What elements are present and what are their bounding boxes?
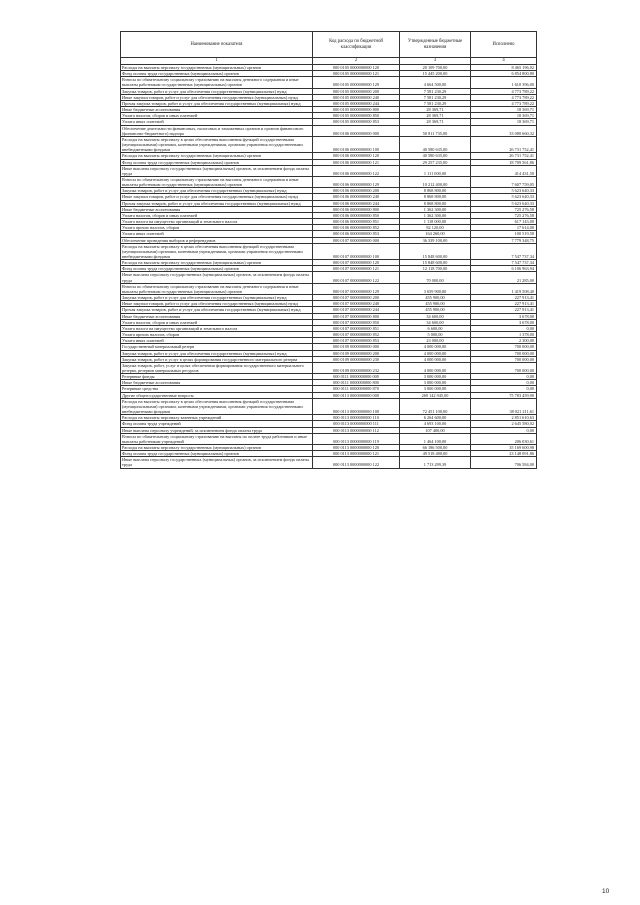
row-code: 000 0105 0000000000 129 <box>313 77 400 88</box>
row-code: 000 0107 0000000000 853 <box>313 338 400 344</box>
row-name: Иные бюджетные ассигнования <box>121 107 313 113</box>
row-code: 000 0113 0000000000 120 <box>313 445 400 451</box>
col-number-3: 3 <box>400 58 471 65</box>
row-code: 000 0111 0000000000 870 <box>313 386 400 392</box>
row-code: 000 0107 0000000000 122 <box>313 272 400 283</box>
row-name: Прочая закупка товаров, работ и услуг для обеспечения государственных (муниципальных) нужд <box>121 100 313 106</box>
row-plan: 1 713 299,39 <box>400 457 471 468</box>
row-plan: 7 581 230,29 <box>400 100 471 106</box>
row-name: Взносы по обязательному социальному страхованию на выплаты по оплате труда работников и иные выплаты работникам учреждений <box>121 433 313 444</box>
row-name: Расходы на выплаты персоналу государственных (муниципальных) органов <box>121 65 313 71</box>
row-code: 000 0109 0000000000 232 <box>313 362 400 373</box>
row-plan: 455 900,00 <box>400 307 471 313</box>
row-name: Иные закупки товаров, работ и услуг для обеспечения государственных (муниципальных) нужд <box>121 301 313 307</box>
row-plan: 455 900,00 <box>400 301 471 307</box>
row-plan: 3 659 900,00 <box>400 283 471 294</box>
row-name: Уплата прочих налогов, сборов <box>121 225 313 231</box>
row-plan: 4 693 100,00 <box>400 421 471 427</box>
row-plan: 20 109 700,00 <box>400 65 471 71</box>
row-code: 000 0109 0000000000 230 <box>313 356 400 362</box>
row-code: 000 0106 0000000000 121 <box>313 159 400 165</box>
table-row <box>121 457 537 468</box>
row-code: 000 0106 0000000000 129 <box>313 176 400 187</box>
row-code: 000 0105 0000000000 120 <box>313 65 400 71</box>
row-code: 000 0113 0000000000 111 <box>313 421 400 427</box>
row-fact: 227 913,41 <box>471 301 537 307</box>
row-name: Фонд оплаты труда государственных (муниципальных) органов <box>121 159 313 165</box>
row-code: 000 0106 0000000000 244 <box>313 200 400 206</box>
row-plan: 4 000 000,00 <box>400 344 471 350</box>
row-plan: 1 111 000,00 <box>400 165 471 176</box>
row-name: Уплата налогов, сборов и иных платежей <box>121 319 313 325</box>
row-fact: 0,00 <box>471 325 537 331</box>
row-plan: 1 464 100,00 <box>400 433 471 444</box>
row-code: 000 0113 0000000000 100 <box>313 398 400 414</box>
row-code: 000 0113 0000000000 122 <box>313 457 400 468</box>
row-plan: 3 000 000,00 <box>400 386 471 392</box>
row-fact: 0,00 <box>471 386 537 392</box>
table-row <box>121 165 537 176</box>
row-name: Обеспечение проведения выборов и референдумов <box>121 237 313 243</box>
row-name: Уплата иных платежей <box>121 119 313 125</box>
row-fact: 0,00 <box>471 380 537 386</box>
col-number-2: 2 <box>313 58 400 65</box>
row-code: 000 0107 0000000000 800 <box>313 313 400 319</box>
row-fact: 700 000,00 <box>471 344 537 350</box>
row-plan: 50 811 735,00 <box>400 125 471 136</box>
row-plan: 269 142 945,00 <box>400 392 471 398</box>
row-code: 000 0105 0000000000 200 <box>313 88 400 94</box>
row-plan: 72 451 100,00 <box>400 398 471 414</box>
row-name: Фонд оплаты труда государственных (муниципальных) органов <box>121 451 313 457</box>
row-fact: 7 547 737,34 <box>471 243 537 259</box>
row-plan: 28 369,71 <box>400 113 471 119</box>
row-code: 000 0107 0000000000 852 <box>313 332 400 338</box>
row-name: Расходы на выплаты персоналу государственных (муниципальных) органов <box>121 260 313 266</box>
row-fact: 227 913,41 <box>471 307 537 313</box>
column-number-row <box>121 58 537 65</box>
page-number: 10 <box>602 888 610 895</box>
row-fact: 227 913,41 <box>471 295 537 301</box>
row-code: 000 0111 0000000000 800 <box>313 380 400 386</box>
table-row <box>121 243 537 259</box>
row-name: Иные закупки товаров, работ и услуг для обеспечения государственных (муниципальных) нужд <box>121 194 313 200</box>
row-fact: 617 143,00 <box>471 219 537 225</box>
row-code: 000 0106 0000000000 851 <box>313 219 400 225</box>
row-name: Иные закупки товаров, работ и услуг для обеспечения государственных (муниципальных) нужд <box>121 94 313 100</box>
row-plan: 23 000,00 <box>400 338 471 344</box>
row-name: Резервные средства <box>121 386 313 392</box>
row-code: 000 0106 0000000000 850 <box>313 212 400 218</box>
row-plan: 8 868 800,00 <box>400 194 471 200</box>
row-plan: 3 000 000,00 <box>400 380 471 386</box>
row-plan: 66 186 500,00 <box>400 445 471 451</box>
row-fact: 7 779 348,75 <box>471 237 537 243</box>
row-name: Иные бюджетные ассигнования <box>121 313 313 319</box>
row-fact: 21 285,00 <box>471 272 537 283</box>
row-fact: 7 547 737,34 <box>471 260 537 266</box>
row-name: Расходы на выплаты персоналу в целях обеспечения выполнения функций государственными (муниципальными) органами, казенными учреждениями, органами управления государственными внебюджетными фондами <box>121 243 313 259</box>
row-plan: 6 264 600,00 <box>400 415 471 421</box>
row-fact: 4 773 789,22 <box>471 94 537 100</box>
table-body <box>121 65 537 469</box>
row-fact: 2 645 580,02 <box>471 421 537 427</box>
row-code: 000 0107 0000000000 851 <box>313 325 400 331</box>
row-name: Резервные фонды <box>121 374 313 380</box>
row-plan: 34 600,00 <box>400 313 471 319</box>
row-code: 000 0105 0000000000 853 <box>313 119 400 125</box>
row-fact: 35 169 600,98 <box>471 445 537 451</box>
row-fact: 1 378,00 <box>471 332 537 338</box>
row-name: Прочая закупка товаров, работ и услуг для обеспечения государственных (муниципальных) нужд <box>121 200 313 206</box>
row-name: Иные выплаты персоналу государственных (муниципальных) органов, за исключением фонда оплаты труда <box>121 165 313 176</box>
row-plan: 40 580 635,00 <box>400 153 471 159</box>
row-name: Прочая закупка товаров, работ и услуг для обеспечения государственных (муниципальных) нужд <box>121 307 313 313</box>
row-code: 000 0107 0000000000 200 <box>313 295 400 301</box>
row-name: Взносы по обязательному социальному страхованию на выплаты денежного содержания и иные выплаты работникам государственных (муниципальных) органов <box>121 176 313 187</box>
row-fact: 38 021 211,61 <box>471 398 537 414</box>
row-fact: 18 709 561,86 <box>471 159 537 165</box>
table-row <box>121 362 537 373</box>
row-plan: 10 212 400,00 <box>400 176 471 187</box>
row-fact: 725 276,58 <box>471 212 537 218</box>
row-code: 000 0107 0000000000 000 <box>313 237 400 243</box>
row-fact: 700 000,00 <box>471 362 537 373</box>
row-name: Закупка товаров, работ и услуг для обеспечения государственных (муниципальных) нужд <box>121 350 313 356</box>
row-fact: 2 300,00 <box>471 338 537 344</box>
row-fact: 4 773 789,22 <box>471 100 537 106</box>
row-fact: 5 623 640,33 <box>471 200 537 206</box>
row-code: 000 0106 0000000000 800 <box>313 206 400 212</box>
row-plan: 7 581 230,29 <box>400 88 471 94</box>
row-name: Расходы на выплаты персоналу в целях обеспечения выполнения функций государственными (муниципальными) органами, казенными учреждениями, органами управления государственными внебюджетными фондами <box>121 136 313 152</box>
row-plan: 82 120,00 <box>400 225 471 231</box>
row-fact: 706 584,00 <box>471 457 537 468</box>
row-code: 000 0109 0000000000 000 <box>313 344 400 350</box>
row-fact: 75 783 459,90 <box>471 392 537 398</box>
expenditure-table <box>120 31 537 469</box>
row-plan: 28 369,71 <box>400 119 471 125</box>
row-plan: 164 260,00 <box>400 231 471 237</box>
row-plan: 15 445 200,00 <box>400 71 471 77</box>
row-code: 000 0107 0000000000 240 <box>313 301 400 307</box>
row-name: Уплата налога на имущество организаций и земельного налога <box>121 325 313 331</box>
row-plan: 1 118 000,00 <box>400 219 471 225</box>
row-name: Закупка товаров, работ и услуг для обеспечения государственных (муниципальных) нужд <box>121 188 313 194</box>
row-name: Взносы по обязательному социальному страхованию на выплаты денежного содержания и иные выплаты работникам государственных (муниципальных) органов <box>121 283 313 294</box>
row-fact: 7 607 759,05 <box>471 176 537 187</box>
report-sheet <box>120 31 536 469</box>
row-fact: 2 851 610,63 <box>471 415 537 421</box>
col-header-plan: Утвержденные бюджетные назначения <box>400 32 471 58</box>
table-row <box>121 272 537 283</box>
row-code: 000 0113 0000000000 112 <box>313 427 400 433</box>
row-plan: 6 600,00 <box>400 325 471 331</box>
row-plan: 4 664 500,00 <box>400 77 471 88</box>
row-name: Иные выплаты персоналу учреждений, за исключением фонда оплаты труда <box>121 427 313 433</box>
row-fact: 33 080 660,32 <box>471 125 537 136</box>
row-name: Уплата налога на имущество организаций и земельного налога <box>121 219 313 225</box>
col-header-code: Код расхода по бюджетной классификации <box>313 32 400 58</box>
row-plan: 4 000 000,00 <box>400 350 471 356</box>
row-code: 000 0105 0000000000 240 <box>313 94 400 100</box>
row-code: 000 0106 0000000000 852 <box>313 225 400 231</box>
row-name: Уплата прочих налогов, сборов <box>121 332 313 338</box>
row-plan: 29 257 235,00 <box>400 159 471 165</box>
row-plan: 107 400,00 <box>400 427 471 433</box>
row-code: 000 0109 0000000000 200 <box>313 350 400 356</box>
row-plan: 455 900,00 <box>400 295 471 301</box>
row-fact: 6 854 800,80 <box>471 71 537 77</box>
row-fact: 3 678,00 <box>471 313 537 319</box>
row-fact: 4 773 789,22 <box>471 88 537 94</box>
row-fact: 18 369,71 <box>471 119 537 125</box>
row-fact: 23 148 091,86 <box>471 451 537 457</box>
table-row <box>121 125 537 136</box>
row-plan: 1 362 300,00 <box>400 212 471 218</box>
row-fact: 3 678,00 <box>471 319 537 325</box>
row-code: 000 0107 0000000000 100 <box>313 243 400 259</box>
row-plan: 70 000,00 <box>400 272 471 283</box>
row-fact: 0,00 <box>471 374 537 380</box>
row-code: 000 0106 0000000000 122 <box>313 165 400 176</box>
row-fact: 414 431,50 <box>471 165 537 176</box>
table-row <box>121 176 537 187</box>
row-plan: 1 362 300,00 <box>400 206 471 212</box>
row-fact: 206 030,61 <box>471 433 537 444</box>
row-name: Уплата иных платежей <box>121 231 313 237</box>
row-code: 000 0111 0000000000 000 <box>313 374 400 380</box>
row-name: Фонд оплаты труда государственных (муниципальных) органов <box>121 266 313 272</box>
row-code: 000 0106 0000000000 200 <box>313 188 400 194</box>
row-code: 000 0105 0000000000 121 <box>313 71 400 77</box>
table-row <box>121 77 537 88</box>
row-name: Другие общегосударственные вопросы <box>121 392 313 398</box>
row-name: Расходы на выплаты персоналу казенных учреждений <box>121 415 313 421</box>
row-code: 000 0107 0000000000 244 <box>313 307 400 313</box>
row-name: Иные бюджетные ассигнования <box>121 380 313 386</box>
row-code: 000 0106 0000000000 000 <box>313 125 400 136</box>
row-code: 000 0106 0000000000 853 <box>313 231 400 237</box>
row-plan: 12 118 700,00 <box>400 266 471 272</box>
row-name: Фонд оплаты труда государственных (муниципальных) органов <box>121 71 313 77</box>
row-fact: 725 276,58 <box>471 206 537 212</box>
row-name: Обеспечение деятельности финансовых, налоговых и таможенных органов и органов финансового (финансово-бюджетного) надзора <box>121 125 313 136</box>
col-number-1: 1 <box>121 58 313 65</box>
row-plan: 4 000 000,00 <box>400 362 471 373</box>
row-name: Государственный материальный резерв <box>121 344 313 350</box>
row-name: Расходы на выплаты персоналу государственных (муниципальных) органов <box>121 445 313 451</box>
row-code: 000 0105 0000000000 244 <box>313 100 400 106</box>
row-code: 000 0105 0000000000 850 <box>313 113 400 119</box>
table-row <box>121 136 537 152</box>
row-plan: 15 848 600,00 <box>400 243 471 259</box>
row-name: Расходы на выплаты персоналу в целях обеспечения выполнения функций государственными (муниципальными) органами, казенными учреждениями, органами управления государственными внебюджетными фондами <box>121 398 313 414</box>
row-name: Уплата налогов, сборов и иных платежей <box>121 113 313 119</box>
row-plan: 34 600,00 <box>400 319 471 325</box>
row-plan: 3 000 000,00 <box>400 374 471 380</box>
row-name: Расходы на выплаты персоналу государственных (муниципальных) органов <box>121 153 313 159</box>
col-header-name: Наименование показателя <box>121 32 313 58</box>
row-name: Иные выплаты персоналу государственных (муниципальных) органов, за исключением фонда оплаты труда <box>121 457 313 468</box>
row-code: 000 0107 0000000000 120 <box>313 260 400 266</box>
row-code: 000 0113 0000000000 110 <box>313 415 400 421</box>
row-plan: 28 369,71 <box>400 107 471 113</box>
row-code: 000 0107 0000000000 121 <box>313 266 400 272</box>
row-code: 000 0113 0000000000 119 <box>313 433 400 444</box>
row-name: Фонд оплаты труда учреждений <box>121 421 313 427</box>
row-fact: 5 623 640,33 <box>471 194 537 200</box>
row-code: 000 0107 0000000000 129 <box>313 283 400 294</box>
row-fact: 6 106 963,94 <box>471 266 537 272</box>
row-fact: 1 610 396,00 <box>471 77 537 88</box>
row-name: Взносы по обязательному социальному страхованию на выплаты денежного содержания и иные выплаты работникам государственных (муниципальных) органов <box>121 77 313 88</box>
row-plan: 7 581 230,29 <box>400 94 471 100</box>
row-fact: 5 623 640,33 <box>471 188 537 194</box>
col-header-fact: Исполнено <box>471 32 537 58</box>
table-row <box>121 433 537 444</box>
row-plan: 4 000 000,00 <box>400 356 471 362</box>
row-fact: 17 614,00 <box>471 225 537 231</box>
col-number-4: 4 <box>471 58 537 65</box>
row-fact: 8 465 196,02 <box>471 65 537 71</box>
row-fact: 700 000,00 <box>471 356 537 362</box>
table-header-row <box>121 32 537 58</box>
row-plan: 8 868 800,00 <box>400 200 471 206</box>
row-name: Иные бюджетные ассигнования <box>121 206 313 212</box>
row-plan: 5 000,00 <box>400 332 471 338</box>
row-name: Уплата иных платежей <box>121 338 313 344</box>
row-code: 000 0107 0000000000 850 <box>313 319 400 325</box>
row-plan: 49 518 480,00 <box>400 451 471 457</box>
row-fact: 700 000,00 <box>471 350 537 356</box>
row-code: 000 0106 0000000000 120 <box>313 153 400 159</box>
row-code: 000 0105 0000000000 800 <box>313 107 400 113</box>
table-row <box>121 398 537 414</box>
row-plan: 40 580 635,00 <box>400 136 471 152</box>
row-plan: 8 868 800,00 <box>400 188 471 194</box>
row-code: 000 0113 0000000000 000 <box>313 392 400 398</box>
row-fact: 1 419 508,40 <box>471 283 537 294</box>
row-name: Закупка товаров, работ и услуг для обеспечения государственных (муниципальных) нужд <box>121 88 313 94</box>
row-plan: 36 339 100,00 <box>400 237 471 243</box>
row-name: Закупка товаров, работ и услуг в целях формирования государственного материального резерва <box>121 356 313 362</box>
row-fact: 0,00 <box>471 427 537 433</box>
row-fact: 26 731 752,41 <box>471 136 537 152</box>
row-name: Закупка товаров, работ и услуг для обеспечения государственных (муниципальных) нужд <box>121 295 313 301</box>
row-code: 000 0106 0000000000 240 <box>313 194 400 200</box>
row-fact: 26 731 752,41 <box>471 153 537 159</box>
row-code: 000 0113 0000000000 121 <box>313 451 400 457</box>
row-fact: 18 369,71 <box>471 113 537 119</box>
row-name: Иные выплаты персоналу государственных (муниципальных) органов, за исключением фонда оплаты труда <box>121 272 313 283</box>
row-code: 000 0106 0000000000 100 <box>313 136 400 152</box>
row-fact: 18 369,71 <box>471 107 537 113</box>
row-fact: 100 519,58 <box>471 231 537 237</box>
row-plan: 15 848 600,00 <box>400 260 471 266</box>
table-row <box>121 283 537 294</box>
row-name: Закупка товаров, работ, услуг в целях обеспечения формирования государственного материального резерва, резервов материальных ресурсов <box>121 362 313 373</box>
row-name: Уплата налогов, сборов и иных платежей <box>121 212 313 218</box>
